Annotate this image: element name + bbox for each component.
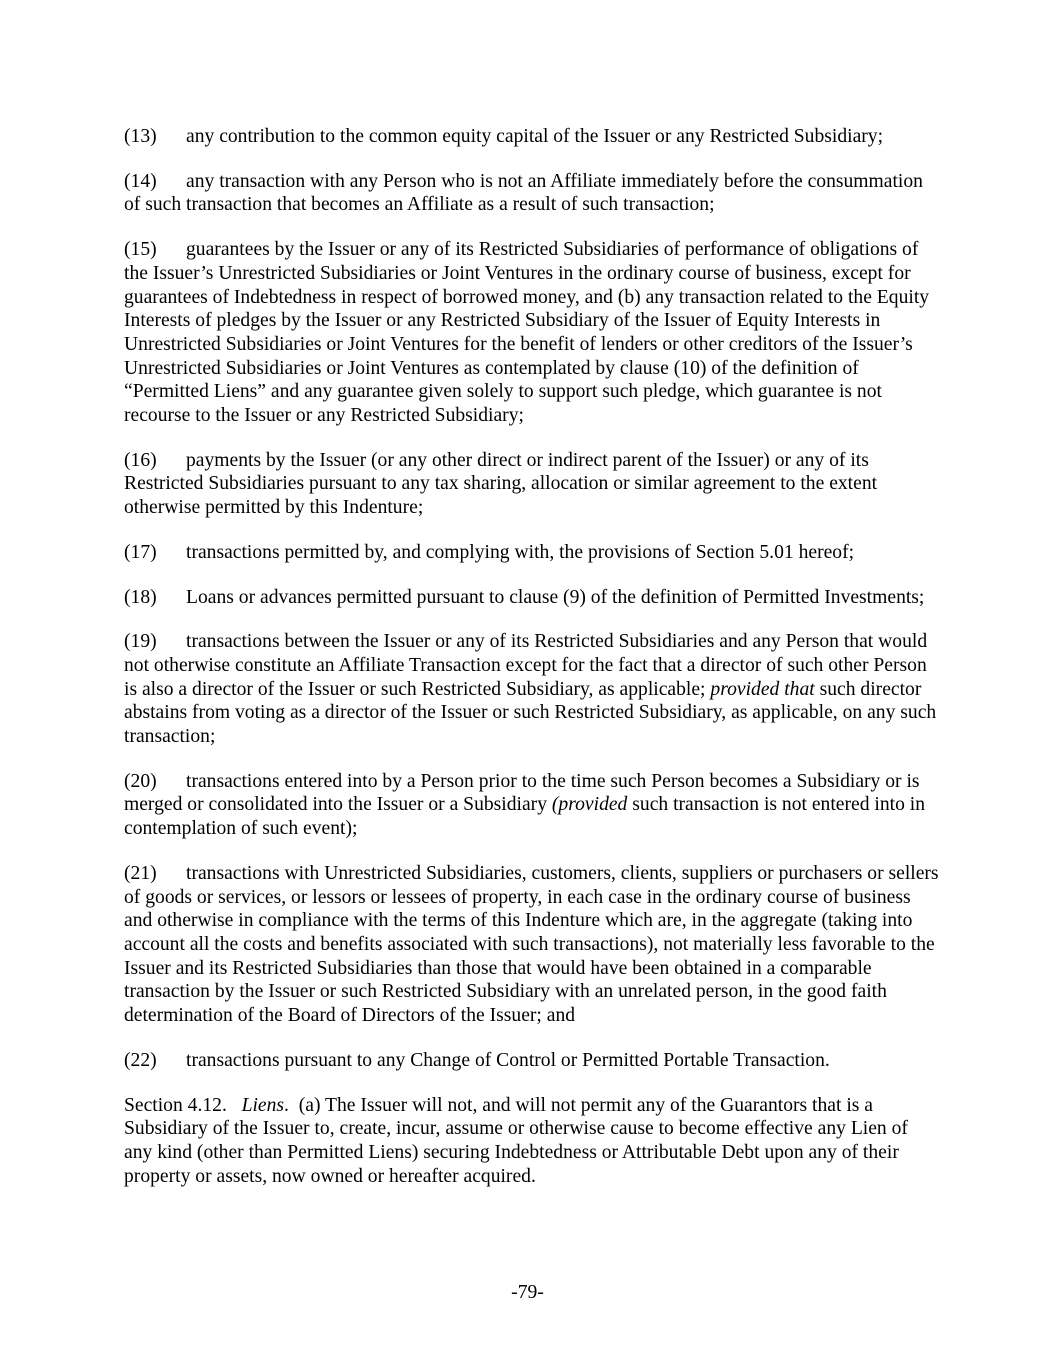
clause-number: (19): [124, 631, 157, 653]
clause-18: [124, 586, 939, 610]
clause-13: [124, 125, 939, 149]
clause-15: [124, 238, 939, 428]
clause-text-part-a: transactions between the Issuer or any of its Restricted Subsidiaries and any Person that would not otherwise constitute an Affiliate Transaction except for the fact that a director of such other Person is also a director of the Issuer or such Restricted Subsidiary, as applicable;: [124, 631, 928, 700]
clause-text: any contribution to the common equity capital of the Issuer or any Restricted Subsidiary;: [186, 126, 884, 147]
clause-16: [124, 449, 939, 520]
clause-number: (18): [124, 586, 157, 608]
clause-number: (13): [124, 126, 157, 147]
clause-text: transactions with Unrestricted Subsidiaries, customers, clients, suppliers or purchasers or sellers of goods or services, or lessors or lessees of property, in each case in the ordinary course of business and otherwise in compliance with the terms of this Indenture which are, in the aggregate (taking into account all the costs and benefits associated with such transactions), not materially less favorable to the Issuer and its Restricted Subsidiaries than those that would have been obtained in a comparable transaction by the Issuer or such Restricted Subsidiary with an unrelated person, in the good faith determination of the Board of Directors of the Issuer; and: [124, 862, 939, 1027]
clause-19: [124, 630, 939, 749]
clause-text: Loans or advances permitted pursuant to clause (9) of the definition of Permitted Investments;: [186, 586, 925, 608]
clause-italic-term: (provided: [551, 794, 628, 816]
section-4-12: Section 4.12. Liens. (a) The Issuer will not, and will not permit any of the Guarantors that is a Subsidiary of the Issuer to, create, incur, assume or otherwise cause to become effective any Lien of any kind (other than Permitted Liens) securing Indebtedness or Attributable Debt upon any of their property or assets, now owned or hereafter acquired.: [124, 1094, 908, 1187]
clause-17: [124, 541, 939, 565]
section-title: Liens: [241, 1094, 285, 1116]
clause-text: payments by the Issuer (or any other direct or indirect parent of the Issuer) or any of its Restricted Subsidiaries pursuant to any tax sharing, allocation or similar agreement to the extent otherwise permitted by this Indenture;: [124, 449, 878, 519]
section-label: Section 4.12.: [124, 1094, 227, 1116]
clause-number: (22): [124, 1049, 157, 1071]
clause-21: [124, 862, 939, 1028]
document-body: [124, 125, 939, 1209]
clause-number: (20): [124, 770, 157, 792]
clause-text-part-b: such transaction is not entered into in contemplation of such event);: [124, 794, 926, 840]
clause-number: (21): [124, 862, 157, 884]
clause-number: (14): [124, 170, 157, 192]
clause-text-part-a: transactions entered into by a Person prior to the time such Person becomes a Subsidiary or is merged or consolidated into the Issuer or a Subsidiary: [124, 770, 920, 816]
clause-22: [124, 1049, 939, 1073]
clause-20: [124, 770, 939, 841]
clause-14: [124, 170, 939, 217]
clause-number: (15): [124, 239, 157, 261]
clause-text: transactions permitted by, and complying with, the provisions of Section 5.01 hereof;: [186, 541, 855, 563]
clause-text: guarantees by the Issuer or any of its Restricted Subsidiaries of performance of obligations of the Issuer’s Unrestricted Subsidiaries or Joint Ventures in the ordinary course of business, except for guarantees of Indebtedness in respect of borrowed money, and (b) any transaction related to the Equity Interests of pledges by the Issuer or any Restricted Subsidiary of the Issuer of Equity Interests in Unrestricted Subsidiaries or Joint Ventures for the benefit of lenders or other creditors of the Issuer’s Unrestricted Subsidiaries or Joint Ventures as contemplated by clause (10) of the definition of “Permitted Liens” and any guarantee given solely to support such pledge, which guarantee is not recourse to the Issuer or any Restricted Subsidiary;: [124, 239, 930, 427]
clause-text: transactions pursuant to any Change of Control or Permitted Portable Transaction.: [186, 1049, 830, 1071]
clause-italic-term: provided that: [710, 678, 815, 700]
clause-number: (16): [124, 449, 157, 471]
section-text: (a) The Issuer will not, and will not permit any of the Guarantors that is a Subsidiary of the Issuer to, create, incur, assume or otherwise cause to become effective any Lien of any kind (other than Permitted Liens) securing Indebtedness or Attributable Debt upon any of their property or assets, now owned or hereafter acquired.: [124, 1094, 908, 1187]
clause-text-part-b: such director abstains from voting as a director of the Issuer or such Restricted Subsidiary, as applicable, on any such transaction;: [124, 678, 937, 748]
clause-number: (17): [124, 541, 157, 563]
clause-text: any transaction with any Person who is not an Affiliate immediately before the consummation of such transaction that becomes an Affiliate as a result of such transaction;: [124, 170, 923, 216]
page-number: -79-: [511, 1282, 544, 1303]
